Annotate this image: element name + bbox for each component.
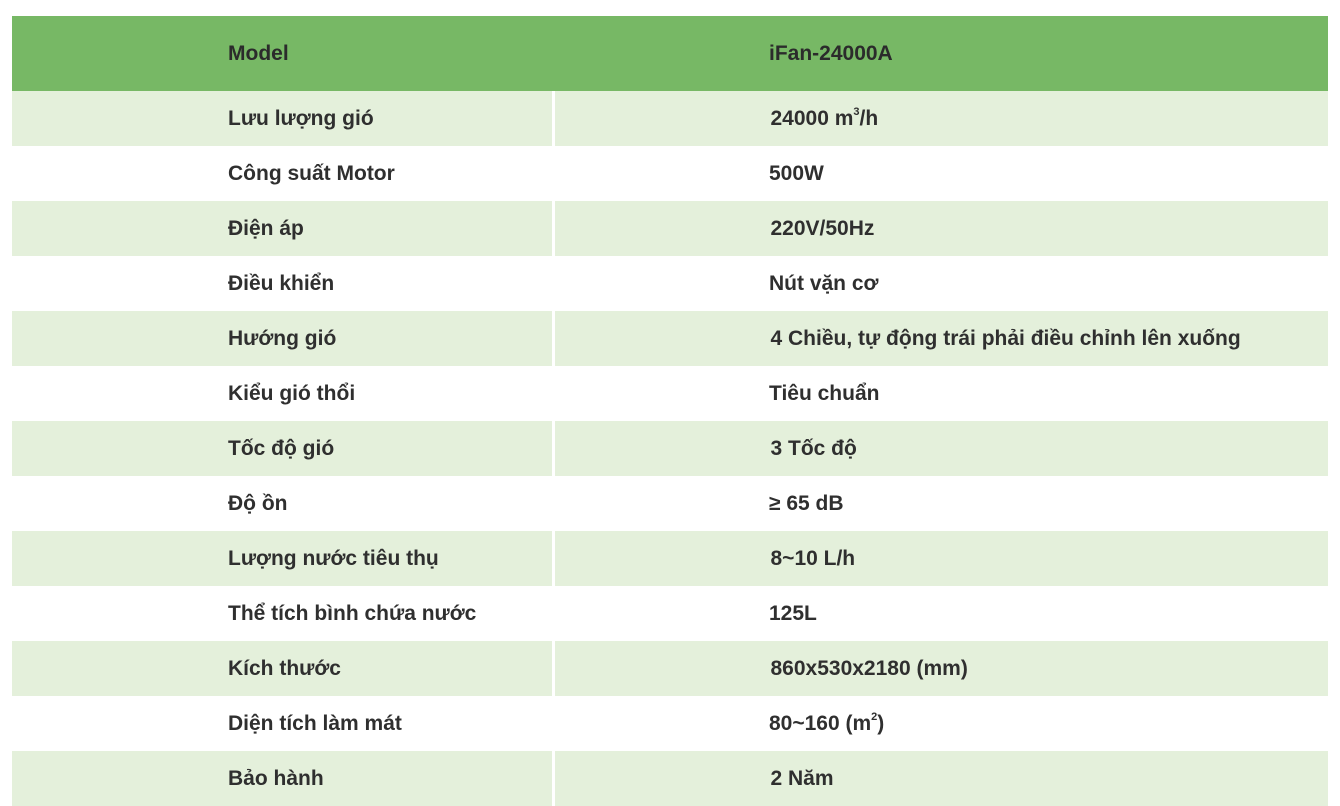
table-row — [12, 146, 1328, 201]
spec-value: 4 Chiều, tự động trái phải điều chỉnh lên xuống — [553, 311, 1328, 366]
header-label: Model — [12, 16, 553, 91]
table-row — [12, 421, 1328, 476]
spec-value: Nút vặn cơ — [553, 256, 1328, 311]
spec-label: Diện tích làm mát — [12, 696, 553, 751]
table-row — [12, 311, 1328, 366]
table-row — [12, 256, 1328, 311]
spec-value — [553, 696, 1328, 751]
table-row — [12, 366, 1328, 421]
spec-value: ≥ 65 dB — [553, 476, 1328, 531]
spec-value-superscript: 2 — [871, 710, 878, 723]
spec-label: Tốc độ gió — [12, 421, 553, 476]
table-row — [12, 696, 1328, 751]
spec-value: 2 Năm — [553, 751, 1328, 806]
spec-label: Kiểu gió thổi — [12, 366, 553, 421]
spec-value: 500W — [553, 146, 1328, 201]
spec-value: 860x530x2180 (mm) — [553, 641, 1328, 696]
spec-value-superscript: 3 — [853, 105, 860, 118]
table-row — [12, 531, 1328, 586]
header-value: iFan-24000A — [553, 16, 1328, 91]
spec-value: 125L — [553, 586, 1328, 641]
table-row — [12, 201, 1328, 256]
spec-label: Điện áp — [12, 201, 553, 256]
spec-label: Kích thước — [12, 641, 553, 696]
spec-value-main: 24000 m — [770, 106, 854, 130]
spec-value: Tiêu chuẩn — [553, 366, 1328, 421]
spec-value-suffix: /h — [859, 106, 879, 130]
spec-label: Lượng nước tiêu thụ — [12, 531, 553, 586]
table-row — [12, 586, 1328, 641]
spec-value: 220V/50Hz — [553, 201, 1328, 256]
spec-label: Bảo hành — [12, 751, 553, 806]
spec-table — [12, 16, 1328, 806]
spec-value-suffix: ) — [877, 711, 885, 735]
table-row — [12, 91, 1328, 146]
spec-label: Công suất Motor — [12, 146, 553, 201]
spec-label: Độ ồn — [12, 476, 553, 531]
spec-label: Điều khiển — [12, 256, 553, 311]
spec-label: Thể tích bình chứa nước — [12, 586, 553, 641]
table-row — [12, 641, 1328, 696]
table-header-row — [12, 16, 1328, 91]
spec-label: Lưu lượng gió — [12, 91, 553, 146]
spec-value: 3 Tốc độ — [553, 421, 1328, 476]
spec-label: Hướng gió — [12, 311, 553, 366]
table-row — [12, 751, 1328, 806]
spec-value-main: 80~160 (m — [769, 711, 872, 735]
spec-value: 8~10 L/h — [553, 531, 1328, 586]
spec-value — [553, 91, 1328, 146]
table-row — [12, 476, 1328, 531]
